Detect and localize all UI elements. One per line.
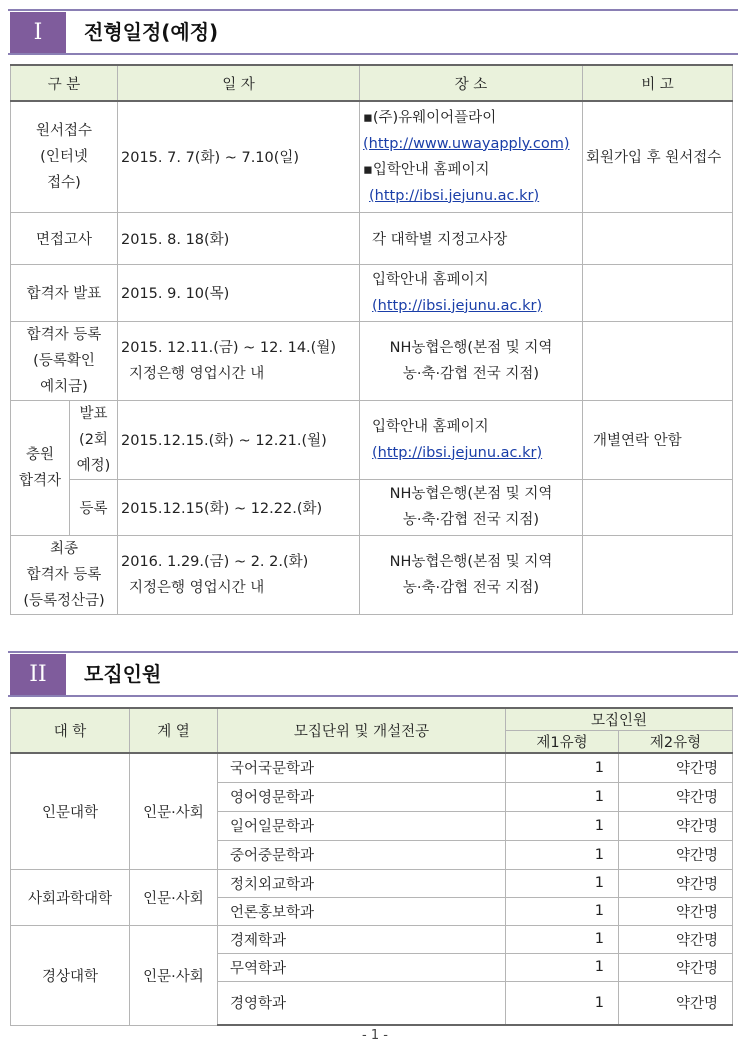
supplement-register-label: 등록 xyxy=(70,479,118,535)
final-label: 최종 합격자 등록 (등록정산금) xyxy=(11,535,118,614)
interview-date: 2015. 8. 18(화) xyxy=(118,212,360,264)
header-quota: 모집인원 xyxy=(506,708,733,731)
ibsi-link[interactable]: (http://ibsi.jejunu.ac.kr) xyxy=(369,187,540,204)
schedule-header-row xyxy=(11,65,733,101)
type1-cell: 1 xyxy=(506,840,619,869)
supplement-announce-place: 입학안내 홈페이지 (http://ibsi.jejunu.ac.kr) xyxy=(360,400,583,479)
ibsi-link[interactable]: (http://ibsi.jejunu.ac.kr) xyxy=(372,444,543,461)
supplement-announce-date: 2015.12.15.(화) ~ 12.21.(월) xyxy=(118,400,360,479)
unit-cell: 언론홍보학과 xyxy=(218,897,506,925)
field-cell: 인문·사회 xyxy=(130,753,218,869)
type2-cell: 약간명 xyxy=(619,953,733,981)
register-label: 합격자 등록 (등록확인 예치금) xyxy=(11,321,118,400)
interview-place: 각 대학별 지정고사장 xyxy=(360,212,583,264)
row-register xyxy=(11,321,733,400)
section-number-badge: I xyxy=(10,12,66,53)
section-title: 전형일정(예정) xyxy=(84,20,219,44)
unit-cell: 일어일문학과 xyxy=(218,811,506,840)
register-note xyxy=(583,321,733,400)
supplement-announce-label: 발표 (2회 예정) xyxy=(70,400,118,479)
header-unit: 모집단위 및 개설전공 xyxy=(218,708,506,753)
unit-cell: 영어영문학과 xyxy=(218,782,506,811)
college-cell: 인문대학 xyxy=(11,753,130,869)
row-final xyxy=(11,535,733,614)
header-type1: 제1유형 xyxy=(506,731,619,754)
row-apply xyxy=(11,101,733,212)
header-bottom-rule xyxy=(8,53,738,55)
type1-cell: 1 xyxy=(506,782,619,811)
schedule-table xyxy=(10,64,733,615)
type1-cell: 1 xyxy=(506,925,619,953)
announce-date: 2015. 9. 10(목) xyxy=(118,264,360,321)
final-note xyxy=(583,535,733,614)
row-interview xyxy=(11,212,733,264)
section-header-schedule xyxy=(8,9,738,55)
header-field: 계 열 xyxy=(130,708,218,753)
field-cell: 인문·사회 xyxy=(130,925,218,1025)
header-type2: 제2유형 xyxy=(619,731,733,754)
type1-cell: 1 xyxy=(506,981,619,1025)
supplement-announce-note: 개별연락 안함 xyxy=(583,400,733,479)
type1-cell: 1 xyxy=(506,811,619,840)
type2-cell: 약간명 xyxy=(619,981,733,1025)
apply-label: 원서접수 (인터넷 접수) xyxy=(11,101,118,212)
register-date: 2015. 12.11.(금) ~ 12. 14.(월) 지정은행 영업시간 내 xyxy=(118,321,360,400)
type1-cell: 1 xyxy=(506,897,619,925)
header-category: 구 분 xyxy=(11,65,118,101)
supplement-register-place: NH농협은행(본점 및 지역 농·축·감협 전국 지점) xyxy=(360,479,583,535)
type2-cell: 약간명 xyxy=(619,925,733,953)
type1-cell: 1 xyxy=(506,953,619,981)
type1-cell: 1 xyxy=(506,753,619,782)
row-supplement-announce xyxy=(11,400,733,479)
type2-cell: 약간명 xyxy=(619,782,733,811)
header-bottom-rule xyxy=(8,695,738,697)
table-row xyxy=(11,753,733,782)
unit-cell: 경영학과 xyxy=(218,981,506,1025)
row-supplement-register xyxy=(11,479,733,535)
announce-label: 합격자 발표 xyxy=(11,264,118,321)
type2-cell: 약간명 xyxy=(619,811,733,840)
interview-note xyxy=(583,212,733,264)
supplement-register-note xyxy=(583,479,733,535)
interview-label: 면접고사 xyxy=(11,212,118,264)
field-cell: 인문·사회 xyxy=(130,869,218,925)
table-row xyxy=(11,869,733,897)
apply-place: ▪(주)유웨이어플라이 (http://www.uwayapply.com) ▪입학안내 홈페이지 (http://ibsi.jejunu.ac.kr) xyxy=(360,101,583,212)
supplement-register-date: 2015.12.15(화) ~ 12.22.(화) xyxy=(118,479,360,535)
type2-cell: 약간명 xyxy=(619,869,733,897)
section-header-quota xyxy=(8,651,738,697)
type1-cell: 1 xyxy=(506,869,619,897)
unit-cell: 정치외교학과 xyxy=(218,869,506,897)
announce-note xyxy=(583,264,733,321)
header-top-rule xyxy=(8,9,738,11)
register-place: NH농협은행(본점 및 지역 농·축·감협 전국 지점) xyxy=(360,321,583,400)
header-top-rule xyxy=(8,651,738,653)
uwayapply-link[interactable]: (http://www.uwayapply.com) xyxy=(363,135,570,152)
ibsi-link[interactable]: (http://ibsi.jejunu.ac.kr) xyxy=(372,297,543,314)
supplement-label: 충원 합격자 xyxy=(11,400,70,535)
announce-place: 입학안내 홈페이지 (http://ibsi.jejunu.ac.kr) xyxy=(360,264,583,321)
table-row xyxy=(11,925,733,953)
type2-cell: 약간명 xyxy=(619,840,733,869)
header-place: 장 소 xyxy=(360,65,583,101)
header-college: 대 학 xyxy=(11,708,130,753)
college-cell: 경상대학 xyxy=(11,925,130,1025)
quota-table xyxy=(10,707,733,1026)
section-title: 모집인원 xyxy=(84,662,162,686)
quota-header-row-1 xyxy=(11,708,733,731)
apply-date: 2015. 7. 7(화) ~ 7.10(일) xyxy=(118,101,360,212)
section-number-badge: II xyxy=(10,654,66,695)
unit-cell: 경제학과 xyxy=(218,925,506,953)
page-number: - 1 - xyxy=(362,1028,388,1043)
type2-cell: 약간명 xyxy=(619,897,733,925)
college-cell: 사회과학대학 xyxy=(11,869,130,925)
header-date: 일 자 xyxy=(118,65,360,101)
unit-cell: 무역학과 xyxy=(218,953,506,981)
final-date: 2016. 1.29.(금) ~ 2. 2.(화) 지정은행 영업시간 내 xyxy=(118,535,360,614)
final-place: NH농협은행(본점 및 지역 농·축·감협 전국 지점) xyxy=(360,535,583,614)
unit-cell: 국어국문학과 xyxy=(218,753,506,782)
row-announce xyxy=(11,264,733,321)
apply-note: 회원가입 후 원서접수 xyxy=(583,101,733,212)
header-note: 비 고 xyxy=(583,65,733,101)
unit-cell: 중어중문학과 xyxy=(218,840,506,869)
type2-cell: 약간명 xyxy=(619,753,733,782)
